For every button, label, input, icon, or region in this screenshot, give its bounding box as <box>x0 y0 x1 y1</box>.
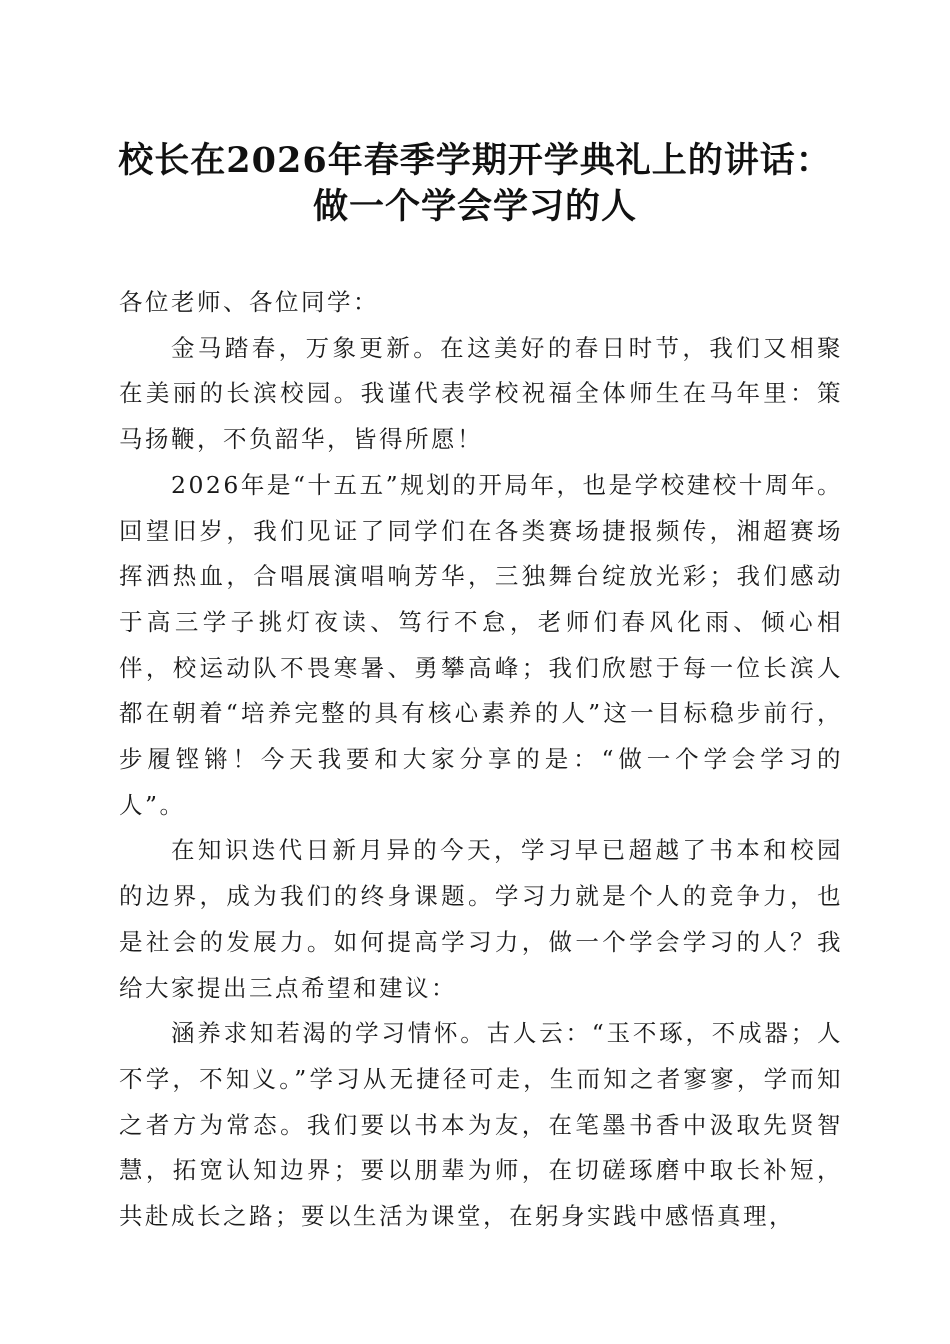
paragraph-1: 金马踏春，万象更新。在这美好的春日时节，我们又相聚在美丽的长滨校园。我谨代表学校祝福全体师生在马年里：策马扬鞭，不负韶华，皆得所愿！ <box>119 333 843 454</box>
salutation: 各位老师、各位同学： <box>119 288 379 316</box>
title-line-1: 校长在2026年春季学期开学典礼上的讲话： <box>118 140 832 181</box>
title-line-2: 做一个学会学习的人 <box>312 186 637 227</box>
paragraph-3: 在知识迭代日新月异的今天，学习早已超越了书本和校园的边界，成为我们的终身课题。学习力就是个人的竞争力，也是社会的发展力。如何提高学习力，做一个学会学习的人？我给大家提出三点希望和建议： <box>119 836 843 1002</box>
paragraph-4: 涵养求知若渴的学习情怀。古人云：“玉不琢，不成器；人不学，不知义。”学习从无捷径可走，生而知之者寥寥，学而知之者方为常态。我们要以书本为友，在笔墨书香中汲取先贤智慧，拓宽认知边界；要以朋辈为师，在切磋琢磨中取长补短，共赴成长之路；要以生活为课堂，在躬身实践中感悟真理， <box>119 1019 843 1231</box>
paragraph-2: 2026年是“十五五”规划的开局年，也是学校建校十周年。回望旧岁，我们见证了同学们在各类赛场捷报频传，湘超赛场挥洒热血，合唱展演唱响芳华，三独舞台绽放光彩；我们感动于高三学子挑灯夜读、笃行不怠，老师们春风化雨、倾心相伴，校运动队不畏寒暑、勇攀高峰；我们欣慰于每一位长滨人都在朝着“培养完整的具有核心素养的人”这一目标稳步前行，步履铿锵！今天我要和大家分享的是：“做一个学会学习的人”。 <box>119 470 843 819</box>
document-title <box>80 138 870 230</box>
document-body <box>119 280 843 1240</box>
